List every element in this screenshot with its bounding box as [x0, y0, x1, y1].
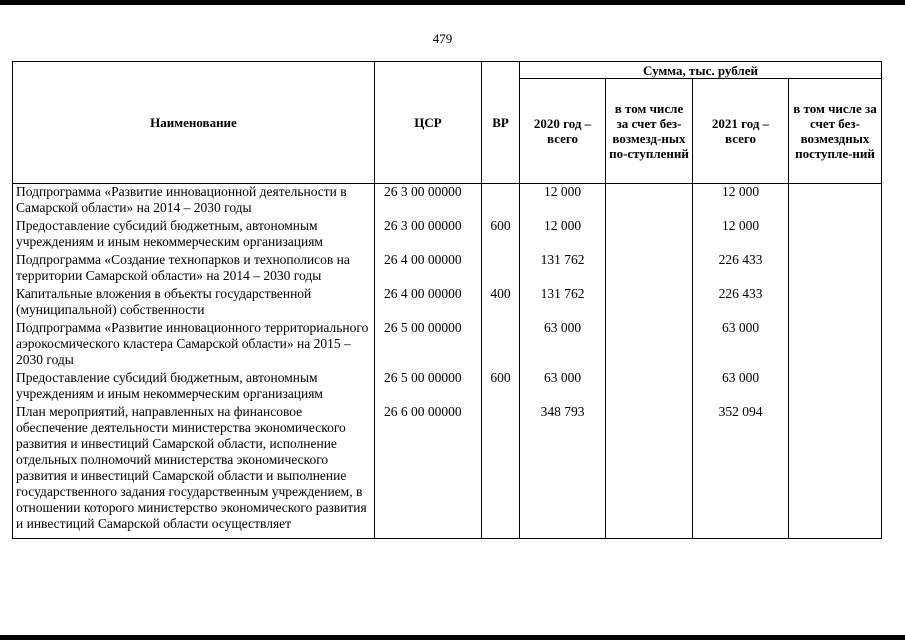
row-2020-gratuitous — [606, 370, 693, 404]
row-2020-gratuitous — [606, 404, 693, 539]
row-vr: 600 — [482, 370, 520, 404]
row-2021-gratuitous — [789, 320, 882, 370]
row-2021-gratuitous — [789, 286, 882, 320]
page-number: 479 — [432, 31, 453, 46]
header-sum-group: Сумма, тыс. рублей — [520, 62, 882, 79]
row-2020-total: 63 000 — [520, 370, 606, 404]
row-vr: 600 — [482, 218, 520, 252]
row-2020-total: 131 762 — [520, 286, 606, 320]
table-row — [13, 286, 882, 320]
row-csr: 26 3 00 00000 — [375, 184, 482, 219]
row-2020-total: 348 793 — [520, 404, 606, 539]
row-vr — [482, 320, 520, 370]
row-2020-gratuitous — [606, 252, 693, 286]
row-2020-total: 131 762 — [520, 252, 606, 286]
header-2020-gratuitous: в том числе за счет без-возмезд-ных по-ступлений — [606, 79, 693, 184]
row-2020-gratuitous — [606, 320, 693, 370]
row-2021-total: 12 000 — [693, 218, 789, 252]
row-2021-gratuitous — [789, 404, 882, 539]
row-2020-gratuitous — [606, 286, 693, 320]
header-name: Наименование — [13, 62, 375, 184]
header-vr: ВР — [482, 62, 520, 184]
row-name: Подпрограмма «Развитие инновационной деятельности в Самарской области» на 2014 – 2030 годы — [13, 184, 375, 219]
row-csr: 26 5 00 00000 — [375, 320, 482, 370]
budget-table — [12, 61, 882, 539]
row-2020-total: 12 000 — [520, 184, 606, 219]
row-name: Подпрограмма «Развитие инновационного территориального аэрокосмического кластера Самарской области» на 2015 – 2030 годы — [13, 320, 375, 370]
row-2021-total: 63 000 — [693, 320, 789, 370]
row-2020-total: 12 000 — [520, 218, 606, 252]
header-2021-total: 2021 год – всего — [693, 79, 789, 184]
table-row — [13, 218, 882, 252]
row-2021-total: 226 433 — [693, 286, 789, 320]
row-name: Предоставление субсидий бюджетным, автономным учреждениям и иным некоммерческим организациям — [13, 370, 375, 404]
row-2021-gratuitous — [789, 370, 882, 404]
row-name: Капитальные вложения в объекты государственной (муниципальной) собственности — [13, 286, 375, 320]
row-vr — [482, 404, 520, 539]
row-name: Предоставление субсидий бюджетным, автономным учреждениям и иным некоммерческим организациям — [13, 218, 375, 252]
row-2020-gratuitous — [606, 218, 693, 252]
row-vr — [482, 184, 520, 219]
row-name: План мероприятий, направленных на финансовое обеспечение деятельности министерства экономического развития и инвестиций Самарской области, исполнение отдельных полномочий министерства экономического развития и инвестиций Самарской области и выполнение государственного задания государственным учреждением, в отношении которого министерство экономического развития и инвестиций Самарской области осуществляет — [13, 404, 375, 539]
row-2021-gratuitous — [789, 218, 882, 252]
row-csr: 26 5 00 00000 — [375, 370, 482, 404]
bottom-border — [0, 635, 905, 640]
row-2020-gratuitous — [606, 184, 693, 219]
row-vr — [482, 252, 520, 286]
row-2021-total: 63 000 — [693, 370, 789, 404]
row-2021-total: 12 000 — [693, 184, 789, 219]
table-row — [13, 252, 882, 286]
row-2021-gratuitous — [789, 252, 882, 286]
row-vr: 400 — [482, 286, 520, 320]
header-2021-gratuitous: в том числе за счет без-возмездных поступле-ний — [789, 79, 882, 184]
row-2021-total: 352 094 — [693, 404, 789, 539]
row-2020-total: 63 000 — [520, 320, 606, 370]
table-row — [13, 320, 882, 370]
row-name: Подпрограмма «Создание технопарков и технополисов на территории Самарской области» на 2014 – 2030 годы — [13, 252, 375, 286]
row-csr: 26 3 00 00000 — [375, 218, 482, 252]
table-row — [13, 404, 882, 539]
header-2020-total: 2020 год – всего — [520, 79, 606, 184]
row-2021-gratuitous — [789, 184, 882, 219]
row-2021-total: 226 433 — [693, 252, 789, 286]
table-row — [13, 370, 882, 404]
header-csr: ЦСР — [375, 62, 482, 184]
row-csr: 26 6 00 00000 — [375, 404, 482, 539]
top-border — [0, 0, 905, 5]
row-csr: 26 4 00 00000 — [375, 252, 482, 286]
row-csr: 26 4 00 00000 — [375, 286, 482, 320]
table-row — [13, 184, 882, 219]
